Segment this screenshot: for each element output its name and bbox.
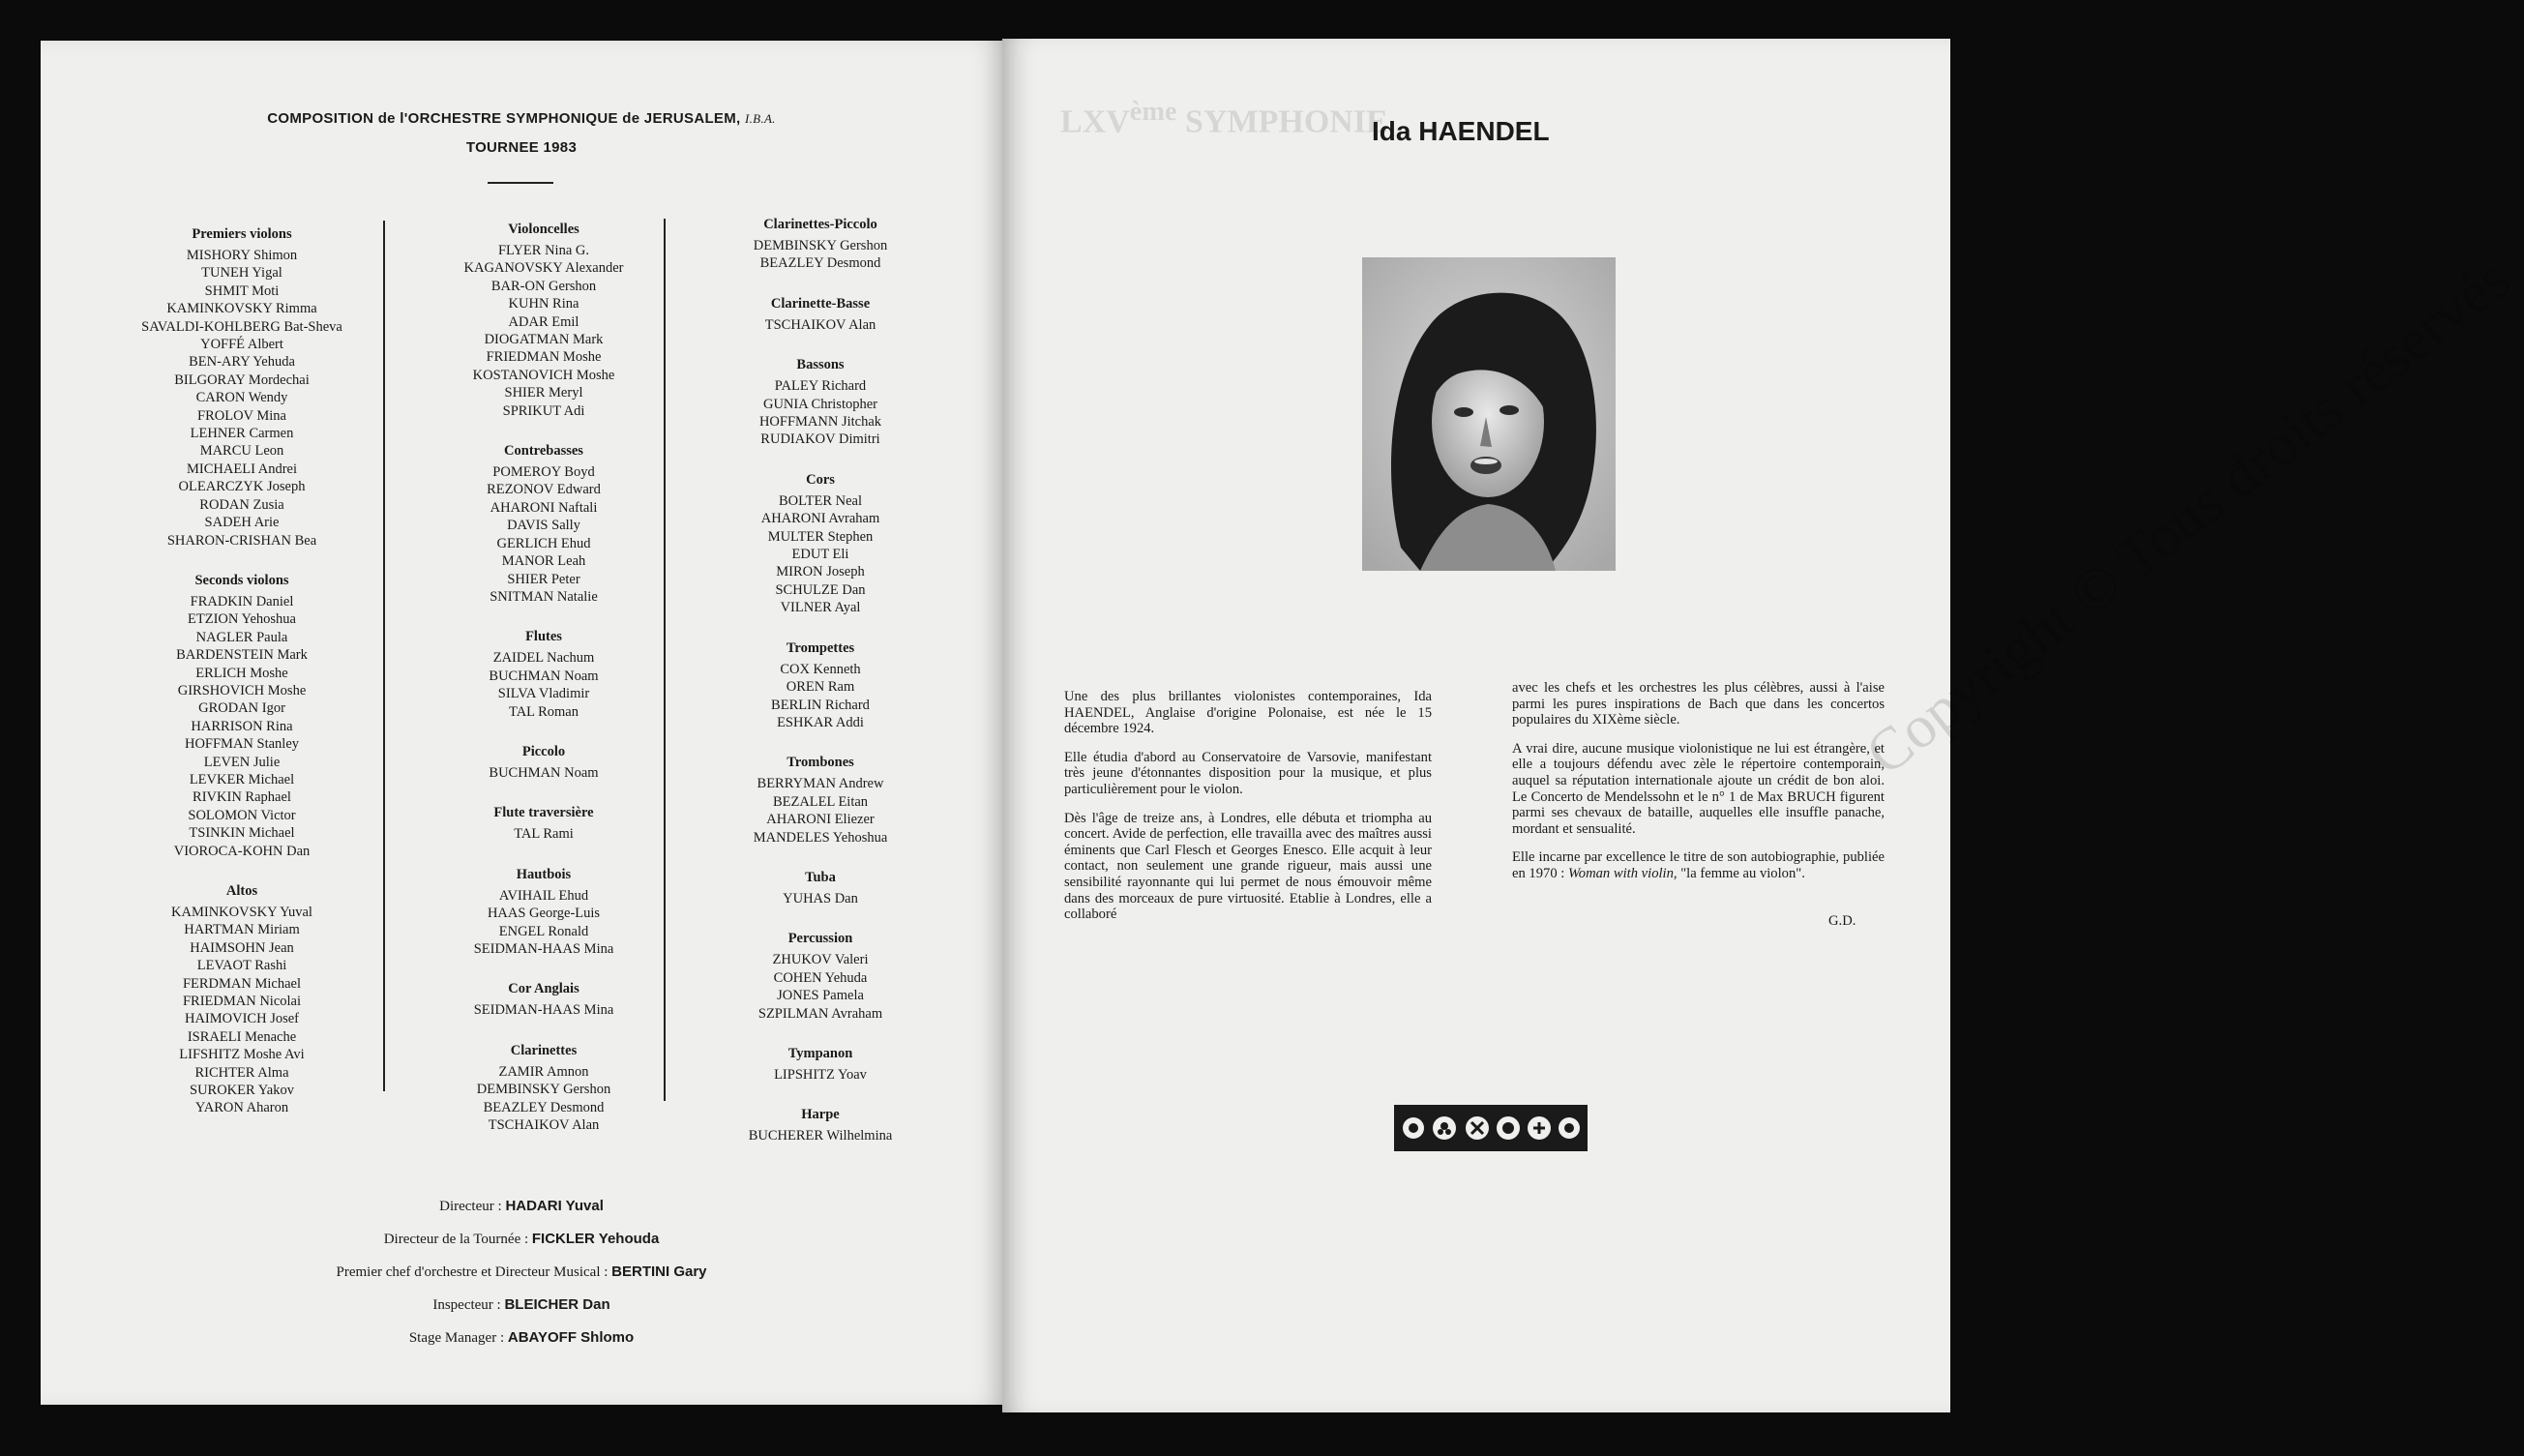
member-name: SNITMAN Natalie [490, 588, 598, 605]
member-name: KAMINKOVSKY Rimma [166, 301, 317, 317]
member-name: SADEH Arie [204, 515, 280, 531]
bio-column-right [1512, 680, 1885, 895]
member-name: SHIER Peter [507, 571, 580, 587]
left-page [41, 41, 1002, 1405]
title-suffix: I.B.A. [744, 111, 776, 126]
section-heading: Clarinette-Basse [770, 295, 871, 312]
member-list [418, 825, 669, 843]
member-name: BILGORAY Mordechai [174, 371, 310, 388]
member-list [695, 1127, 946, 1144]
member-name: AHARONI Naftali [490, 499, 598, 516]
staff-role: Directeur de la Tournée : [383, 1232, 529, 1247]
section-heading: Altos [225, 883, 258, 899]
member-name: SUROKER Yakov [190, 1083, 294, 1099]
member-name: MANDELES Yehoshua [753, 829, 888, 846]
member-name: FROLOV Mina [197, 407, 286, 424]
member-name: DAVIS Sally [507, 518, 580, 534]
section-heading: Percussion [787, 931, 853, 947]
staff-name: HADARI Yuval [505, 1198, 604, 1214]
member-name: HOFFMAN Stanley [184, 736, 300, 753]
bio-paragraph: A vrai dire, aucune musique violonistique ne lui est étrangère, et elle a toujours défendu avec zèle le répertoire contemporain, auquel sa réputation internationale ajoute un crédit de bon aloi. Le Concerto de Mendelssohn et le n° 1 de Max BRUCH figurent parmi ses chevaux de bataille, auquelles elle insuffle panache, mordant et sensualité. [1512, 740, 1885, 837]
member-list [695, 316, 946, 334]
member-name: SHMIT Moti [204, 282, 280, 299]
member-name: COHEN Yehuda [773, 969, 868, 986]
column-divider-1 [383, 221, 385, 1091]
member-name: BEAZLEY Desmond [483, 1099, 605, 1115]
member-name: AHARONI Avraham [760, 511, 880, 527]
member-name: NAGLER Paula [195, 629, 288, 645]
member-name: FRADKIN Daniel [190, 593, 294, 609]
member-name: KUHN Rina [508, 296, 579, 312]
member-name: GERLICH Ehud [496, 535, 591, 551]
section-heading: Hautbois [516, 866, 572, 882]
bleed-through-heading: LXVème SYMPHONIE [1060, 97, 1388, 140]
member-name: DIOGATMAN Mark [484, 332, 604, 348]
bio-column-left [1064, 689, 1432, 936]
member-name: LEVAOT Rashi [196, 958, 287, 974]
member-name: CARON Wendy [195, 390, 288, 406]
section-heading: Trombones [787, 755, 854, 771]
staff-name: FICKLER Yehouda [531, 1231, 660, 1247]
member-name: BUCHERER Wilhelmina [748, 1128, 893, 1144]
member-name: FLYER Nina G. [497, 243, 589, 258]
section-heading: Cors [806, 471, 835, 488]
member-name: AVIHAIL Ehud [498, 887, 589, 904]
member-list [418, 242, 669, 420]
member-name: FRIEDMAN Moshe [486, 349, 602, 366]
member-name: SPRIKUT Adi [502, 402, 585, 419]
member-name: MARCU Leon [199, 443, 284, 460]
member-name: JONES Pamela [777, 988, 864, 1004]
member-name: LEVEN Julie [203, 754, 281, 770]
member-list [418, 764, 669, 782]
member-name: BUCHMAN Noam [489, 668, 599, 684]
member-name: GUNIA Christopher [762, 396, 877, 412]
member-list [126, 247, 358, 550]
member-name: YARON Aharon [194, 1100, 289, 1116]
member-name: SHARON-CRISHAN Bea [166, 532, 317, 549]
roster-column-1 [126, 226, 358, 1141]
section-heading: Clarinettes [510, 1042, 578, 1058]
copyright-watermark: Copyright © Tous droits réservés [1854, 245, 2523, 788]
member-name: ZHUKOV Valeri [772, 952, 869, 968]
section-heading: Tympanon [787, 1045, 853, 1061]
member-name: BAR-ON Gershon [490, 278, 597, 294]
member-name: BOLTER Neal [778, 492, 863, 509]
member-name: COX Kenneth [780, 661, 861, 677]
staff-line [41, 1329, 1002, 1347]
member-name: VILNER Ayal [780, 600, 861, 616]
member-name: ETZION Yehoshua [188, 611, 296, 628]
orchestra-title [41, 110, 1002, 127]
member-name: BERLIN Richard [771, 697, 870, 713]
member-name: BEAZLEY Desmond [759, 255, 881, 272]
member-list [418, 1063, 669, 1135]
member-name: ISRAELI Menache [187, 1028, 297, 1045]
member-name: MIRON Joseph [776, 564, 865, 580]
right-page [1002, 39, 2523, 1412]
member-name: HAAS George-Luis [487, 906, 601, 922]
member-name: FRIEDMAN Nicolai [182, 994, 302, 1010]
member-list [695, 377, 946, 449]
member-name: PALEY Richard [774, 378, 867, 395]
member-name: MANOR Leah [501, 553, 586, 570]
member-name: TSCHAIKOV Alan [764, 316, 876, 333]
member-name: HARTMAN Miriam [184, 922, 300, 938]
section-heading: Flutes [525, 629, 562, 645]
member-name: AHARONI Eliezer [766, 812, 875, 828]
section-heading: Harpe [801, 1107, 840, 1123]
section-heading: Cor Anglais [508, 981, 579, 997]
section-heading: Piccolo [521, 743, 566, 759]
member-name: YUHAS Dan [783, 890, 858, 906]
member-list [695, 237, 946, 273]
member-name: HARRISON Rina [191, 718, 293, 734]
member-name: BEZALEL Eitan [772, 793, 869, 810]
member-name: BUCHMAN Noam [489, 764, 599, 781]
member-name: RUDIAKOV Dimitri [760, 431, 880, 448]
ornament-vignette [1394, 1105, 1588, 1151]
member-list [418, 887, 669, 959]
section-heading: Contrebasses [504, 443, 583, 460]
title-line: COMPOSITION de l'ORCHESTRE SYMPHONIQUE de JERUSALEM, [267, 110, 741, 127]
member-name: MULTER Stephen [767, 528, 874, 545]
section-heading: Clarinettes-Piccolo [763, 217, 877, 232]
portrait-photo [1362, 257, 1616, 571]
member-name: TSINKIN Michael [189, 825, 295, 842]
member-name: KOSTANOVICH Moshe [472, 367, 615, 383]
member-name: GRODAN Igor [198, 700, 285, 717]
member-name: ENGEL Ronald [498, 923, 589, 939]
member-name: HAIMOVICH Josef [184, 1011, 299, 1027]
member-list [695, 951, 946, 1023]
member-name: SILVA Vladimir [497, 686, 590, 702]
bio-text: "la femme au violon". [1680, 865, 1805, 881]
staff-role: Stage Manager : [408, 1330, 505, 1346]
section-heading: Tuba [805, 869, 836, 885]
section-heading: Seconds violons [194, 572, 289, 588]
staff-name: BERTINI Gary [611, 1263, 707, 1280]
section-heading: Trompettes [786, 639, 855, 656]
staff-line [41, 1296, 1002, 1314]
member-list [695, 775, 946, 847]
member-name: ZAIDEL Nachum [492, 650, 595, 667]
roster-column-3 [695, 217, 946, 1169]
staff-line [41, 1263, 1002, 1281]
member-name: SEIDMAN-HAAS Mina [473, 940, 614, 957]
member-list [695, 661, 946, 732]
member-name: KAGANOVSKY Alexander [463, 260, 624, 277]
bio-paragraph: Dès l'âge de treize ans, à Londres, elle débuta et triompha au concert. Avide de perfection, elle travailla avec des maîtres aussi éminents que Carl Flesch et Georges Enesco. Elle acquit à leur contact, non seulement une grande rigueur, mais aussi une sensibilité rayonnante qui lui permet de nous émouvoir même dans des morceaux de pure virtuosité. Etablie à Londres, elle a collaboré [1064, 810, 1432, 923]
member-name: BARDENSTEIN Mark [176, 647, 308, 664]
member-name: ZAMIR Amnon [498, 1063, 589, 1080]
member-name: SEIDMAN-HAAS Mina [473, 1002, 614, 1019]
member-name: YOFFÉ Albert [200, 337, 283, 353]
member-list [695, 492, 946, 617]
member-name: TSCHAIKOV Alan [488, 1117, 600, 1133]
member-name: RICHTER Alma [194, 1064, 289, 1081]
member-name: VIOROCA-KOHN Dan [173, 843, 311, 859]
member-name: TAL Roman [509, 703, 579, 720]
member-name: LEHNER Carmen [190, 426, 294, 442]
member-name: LEVKER Michael [189, 771, 295, 787]
member-name: SAVALDI-KOHLBERG Bat-Sheva [141, 318, 342, 335]
bio-paragraph: Elle étudia d'abord au Conservatoire de Varsovie, manifestant très jeune d'étonnantes disposition pour la musique, et plus particulièrement pour le violon. [1064, 749, 1432, 797]
member-name: DEMBINSKY Gershon [476, 1082, 611, 1098]
tour-subtitle: TOURNEE 1983 [465, 139, 578, 156]
member-name: KAMINKOVSKY Yuval [171, 905, 312, 920]
member-name: BEN-ARY Yehuda [189, 354, 295, 371]
member-name: SOLOMON Victor [188, 807, 296, 823]
section-heading: Premiers violons [192, 226, 292, 242]
member-list [418, 1001, 669, 1019]
staff-line [41, 1231, 1002, 1248]
section-heading: Flute traversière [493, 805, 594, 821]
staff-line [41, 1198, 1002, 1215]
title-underline [488, 182, 553, 184]
column-divider-2 [664, 219, 666, 1101]
member-name: SHIER Meryl [504, 385, 583, 401]
bio-text: Elle incarne par excellence le titre de son autobiographie, publiée en 1970 : [1512, 849, 1885, 881]
member-name: REZONOV Edward [487, 482, 601, 498]
member-name: SZPILMAN Avraham [757, 1005, 883, 1022]
member-list [126, 904, 358, 1117]
artist-heading: Ida HAENDEL [1372, 116, 1550, 146]
member-list [126, 593, 358, 860]
member-name: LIPSHITZ Yoav [774, 1066, 867, 1083]
member-list [695, 890, 946, 907]
member-name: RIVKIN Raphael [193, 789, 291, 806]
member-name: MISHORY Shimon [186, 248, 298, 263]
member-name: HOFFMANN Jitchak [758, 414, 882, 431]
staff-name: ABAYOFF Shlomo [507, 1329, 635, 1346]
member-list [695, 1066, 946, 1084]
member-list [418, 649, 669, 721]
bio-paragraph: Une des plus brillantes violonistes contemporaines, Ida HAENDEL, Anglaise d'origine Polonaise, est née le 15 décembre 1924. [1064, 689, 1432, 737]
member-name: MICHAELI Andrei [187, 461, 297, 477]
staff-role: Premier chef d'orchestre et Directeur Musical : [336, 1264, 609, 1280]
signature: G.D. [1828, 913, 1856, 929]
bio-paragraph-last [1512, 849, 1885, 881]
member-name: ERLICH Moshe [195, 665, 288, 681]
member-name: OREN Ram [786, 679, 855, 696]
roster-column-2 [418, 222, 669, 1157]
member-name: LIFSHITZ Moshe Avi [179, 1047, 305, 1063]
member-name: TAL Rami [514, 826, 574, 843]
member-name: BERRYMAN Andrew [757, 776, 884, 792]
section-heading: Bassons [796, 357, 845, 373]
member-list [418, 463, 669, 606]
member-name: HAIMSOHN Jean [190, 939, 294, 956]
member-name: POMEROY Boyd [492, 464, 595, 481]
member-name: OLEARCZYK Joseph [178, 479, 306, 495]
member-name: RODAN Zusia [199, 496, 284, 513]
bio-paragraph: avec les chefs et les orchestres les plus célèbres, aussi à l'aise parmi les pures inspirations de Bach que dans les concertos populaires du XIXème siècle. [1512, 680, 1885, 728]
member-name: EDUT Eli [791, 547, 849, 563]
section-heading: Violoncelles [508, 222, 579, 237]
member-name: SCHULZE Dan [775, 581, 866, 598]
book-title: Woman with violin, [1567, 865, 1678, 881]
member-name: TUNEH Yigal [201, 265, 282, 282]
member-name: ADAR Emil [508, 313, 579, 330]
member-name: GIRSHOVICH Moshe [177, 682, 307, 698]
member-name: DEMBINSKY Gershon [753, 238, 888, 253]
staff-name: BLEICHER Dan [504, 1296, 610, 1313]
member-name: FERDMAN Michael [182, 975, 302, 992]
member-name: ESHKAR Addi [777, 714, 864, 730]
staff-role: Inspecteur : [432, 1297, 501, 1313]
staff-role: Directeur : [439, 1199, 502, 1214]
